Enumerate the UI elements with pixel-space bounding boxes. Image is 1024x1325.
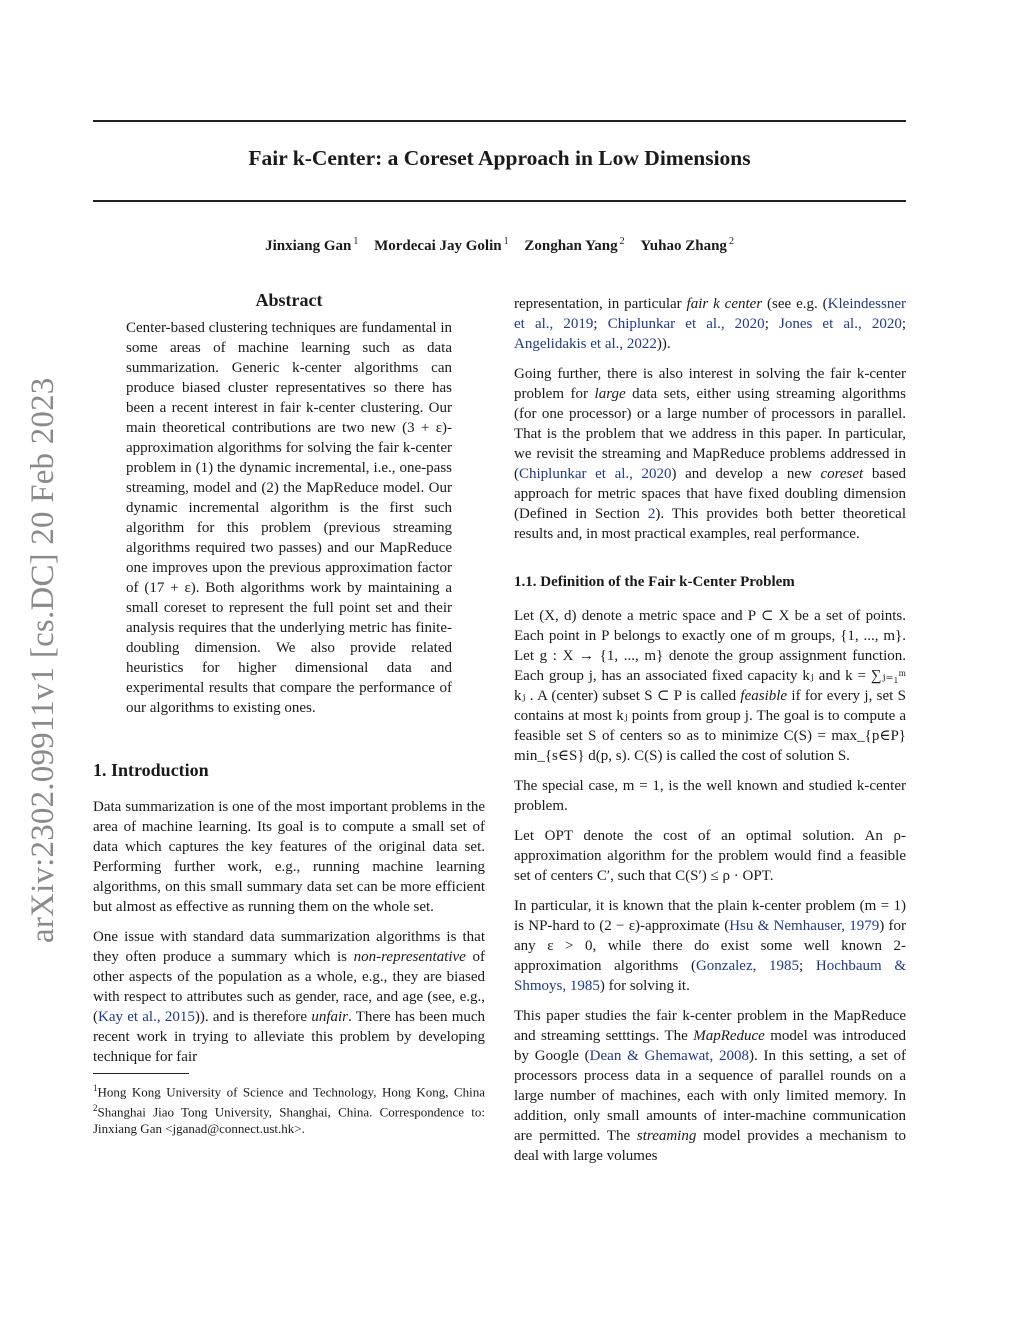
emphasis: large bbox=[594, 386, 626, 402]
text-run: of other aspects of the population as a whole, e.g., they are biased with respect to attributes such as gender, race, and age (see, e.g., ( bbox=[93, 949, 485, 1025]
author bbox=[374, 238, 509, 254]
body-paragraph bbox=[514, 364, 906, 544]
title-rule-bottom bbox=[93, 200, 906, 202]
text-run: One issue with standard data summarization algorithms is that they often produce a summary which is bbox=[93, 929, 485, 965]
author bbox=[265, 238, 358, 254]
section-heading-introduction: 1. Introduction bbox=[93, 760, 209, 780]
emphasis: feasible bbox=[740, 688, 788, 704]
emphasis: coreset bbox=[820, 466, 864, 482]
emphasis: MapReduce bbox=[693, 1028, 765, 1044]
author-name: Yuhao Zhang bbox=[640, 238, 727, 254]
text-run: In particular, it is known that the plain k-center problem (m = 1) is NP-hard to (2 − ε)-approximate ( bbox=[514, 898, 906, 934]
citation-link[interactable]: Hochbaum & Shmoys, 1985 bbox=[514, 958, 907, 994]
author-list bbox=[93, 236, 906, 255]
text-run: Hong Kong University of Science and Technology, Hong Kong, China bbox=[97, 1084, 485, 1100]
author-name: Zonghan Yang bbox=[524, 238, 618, 254]
author-name: Jinxiang Gan bbox=[265, 238, 352, 254]
right-column bbox=[514, 294, 906, 1166]
emphasis: non-representative bbox=[353, 949, 466, 965]
text-run: (see e.g. ( bbox=[762, 296, 828, 312]
left-column bbox=[93, 290, 485, 1137]
text-run: data sets, either using streaming algorithms (for one processor) or a large number of processors in parallel. That is the problem that we address in this paper. In particular, we revisit the streaming and MapReduce problems addressed in ( bbox=[514, 386, 906, 482]
author bbox=[524, 238, 624, 254]
emphasis: fair k center bbox=[686, 296, 763, 312]
citation-link[interactable]: Dean & Ghemawat, 2008 bbox=[589, 1048, 749, 1064]
text-run: model was introduced by Google ( bbox=[514, 1028, 906, 1064]
body-paragraph: Let OPT denote the cost of an optimal solution. An ρ-approximation algorithm for the problem would find a feasible set of centers C′, such that C(S′) ≤ ρ · OPT. bbox=[514, 828, 906, 884]
subsection-heading: 1.1. Definition of the Fair k-Center Problem bbox=[514, 574, 795, 590]
section-link[interactable]: 2 bbox=[647, 506, 656, 522]
citation-link[interactable]: Kleindessner et al., 2019 bbox=[514, 296, 906, 332]
author-affiliation: 1 bbox=[503, 236, 509, 247]
citation-link[interactable]: Chiplunkar et al., 2020 bbox=[607, 316, 765, 332]
author-name: Mordecai Jay Golin bbox=[374, 238, 502, 254]
footnote-divider bbox=[93, 1073, 189, 1074]
citation-link[interactable]: Hsu & Nemhauser, 1979 bbox=[729, 918, 880, 934]
intro-paragraph bbox=[93, 927, 485, 1067]
emphasis: unfair bbox=[311, 1009, 348, 1025]
citation-link[interactable]: Kay et al., 2015 bbox=[98, 1009, 195, 1025]
text-run: This paper studies the fair k-center problem in the MapReduce and streaming setttings. The bbox=[514, 1008, 906, 1044]
author bbox=[640, 238, 734, 254]
text-run: representation, in particular bbox=[514, 296, 687, 312]
text-run: ). This provides both better theoretical results and, in most practical examples, real performance. bbox=[514, 506, 906, 542]
author-affiliation: 2 bbox=[728, 236, 734, 247]
text-run: ) for any ε > 0, while there do exist some well known 2-approximation algorithms ( bbox=[514, 918, 906, 974]
intro-paragraph: Data summarization is one of the most important problems in the area of machine learning. Its goal is to compute a small set of data which captures the key features of the original data set. Performing further work, e.g., running machine learning algorithms, on this small summary data set can be more efficient but almost as effective as running them on the whole set. bbox=[93, 799, 485, 915]
text-run: model provides a mechanism to deal with large volumes bbox=[514, 1128, 906, 1164]
text-run: . There has been much recent work in trying to alleviate this problem by developing technique for fair bbox=[93, 1009, 486, 1065]
text-run: ) for solving it. bbox=[599, 978, 690, 994]
footnote-marker: 1 bbox=[93, 1083, 98, 1093]
text-run: Going further, there is also interest in solving the fair k-center problem for bbox=[514, 366, 906, 402]
footnote-marker: 2 bbox=[93, 1103, 98, 1114]
title-rule-top bbox=[93, 120, 906, 122]
citation-link[interactable]: Angelidakis et al., 2022 bbox=[514, 336, 657, 352]
citation-link[interactable]: Jones et al., 2020 bbox=[778, 316, 902, 332]
citation-link[interactable]: Chiplunkar et al., 2020 bbox=[519, 466, 672, 482]
body-paragraph: The special case, m = 1, is the well known and studied k-center problem. bbox=[514, 778, 906, 814]
body-paragraph: In particular, it is known that the plain k-center problem (m = 1) is NP-hard to (2 − ε)-approximate (Hsu & Nemhauser, 1979) for any ε > 0, while there do exist some well known 2-approximation algorithms (Gonzalez, 1985; Hochbaum & Shmoys, 1985) for solving it. bbox=[514, 898, 907, 994]
arxiv-identifier-stamp: arXiv:2302.09911v1 [cs.DC] 20 Feb 2023 bbox=[25, 377, 61, 943]
abstract-heading: Abstract bbox=[255, 290, 323, 310]
text-run: ) and develop a new bbox=[671, 466, 821, 482]
affiliation-footnote bbox=[93, 1080, 485, 1137]
paper-title: Fair k-Center: a Coreset Approach in Low Dimensions bbox=[248, 146, 751, 170]
text-run: if for every j, set S contains at most kⱼ points from group j. The goal is to compute a feasible set S of centers so as to minimize C(S) = max_{p∈P} min_{s∈S} d(p, s). C(S) is called the cost of solution S. bbox=[514, 688, 906, 764]
text-run: )). bbox=[656, 336, 671, 352]
author-affiliation: 1 bbox=[353, 236, 359, 247]
body-paragraph bbox=[514, 1006, 906, 1166]
text-run: ). In this setting, a set of processors process data in a sequence of parallel rounds on a large number of machines, each with only limited memory. In addition, only small amounts of inter-machine communication are permitted. The bbox=[514, 1048, 906, 1144]
text-run: based approach for metric spaces that have fixed doubling dimension (Defined in Section bbox=[514, 466, 906, 522]
text-run: Shanghai Jiao Tong University, Shanghai, China. Correspondence to: Jinxiang Gan <jganad@connect.ust.hk>. bbox=[93, 1104, 485, 1136]
text-run: )). and is therefore bbox=[194, 1009, 312, 1025]
body-paragraph: representation, in particular fair k center (see e.g. (Kleindessner et al., 2019; Chiplunkar et al., 2020; Jones et al., 2020; Angelidakis et al., 2022)). bbox=[514, 296, 906, 352]
author-affiliation: 2 bbox=[619, 236, 625, 247]
citation-link[interactable]: Gonzalez, 1985 bbox=[695, 958, 800, 974]
abstract-text: Center-based clustering techniques are fundamental in some areas of machine learning such as data summarization. Generic k-center algorithms can produce biased cluster representatives so there has been a recent interest in fair k-center clustering. Our main theoretical contributions are two new (3 + ε)-approximation algorithms for solving the fair k-center problem in (1) the dynamic incremental, i.e., one-pass streaming, model and (2) the MapReduce model. Our dynamic incremental algorithm is the first such algorithm for this problem (previous streaming algorithms required two passes) and our MapReduce one improves upon the previous approximation factor of (17 + ε). Both algorithms work by maintaining a small coreset to represent the full point set and their analysis requires that the underlying metric has finite-doubling dimension. We also provide related heuristics for higher dimensional data and experimental results that compare the performance of our algorithms to existing ones. bbox=[126, 320, 452, 716]
text-run: Let (X, d) denote a metric space and P ⊂ X be a set of points. Each point in P belongs to exactly one of m groups, {1, ..., m}. Let g : X → {1, ..., m} denote the group assignment function. Each group j, has an associated fixed capacity kⱼ and k = ∑ⱼ₌₁ᵐ kⱼ . A (center) subset S ⊂ P is called bbox=[514, 608, 906, 704]
body-paragraph bbox=[514, 606, 906, 766]
emphasis: streaming bbox=[636, 1128, 697, 1144]
